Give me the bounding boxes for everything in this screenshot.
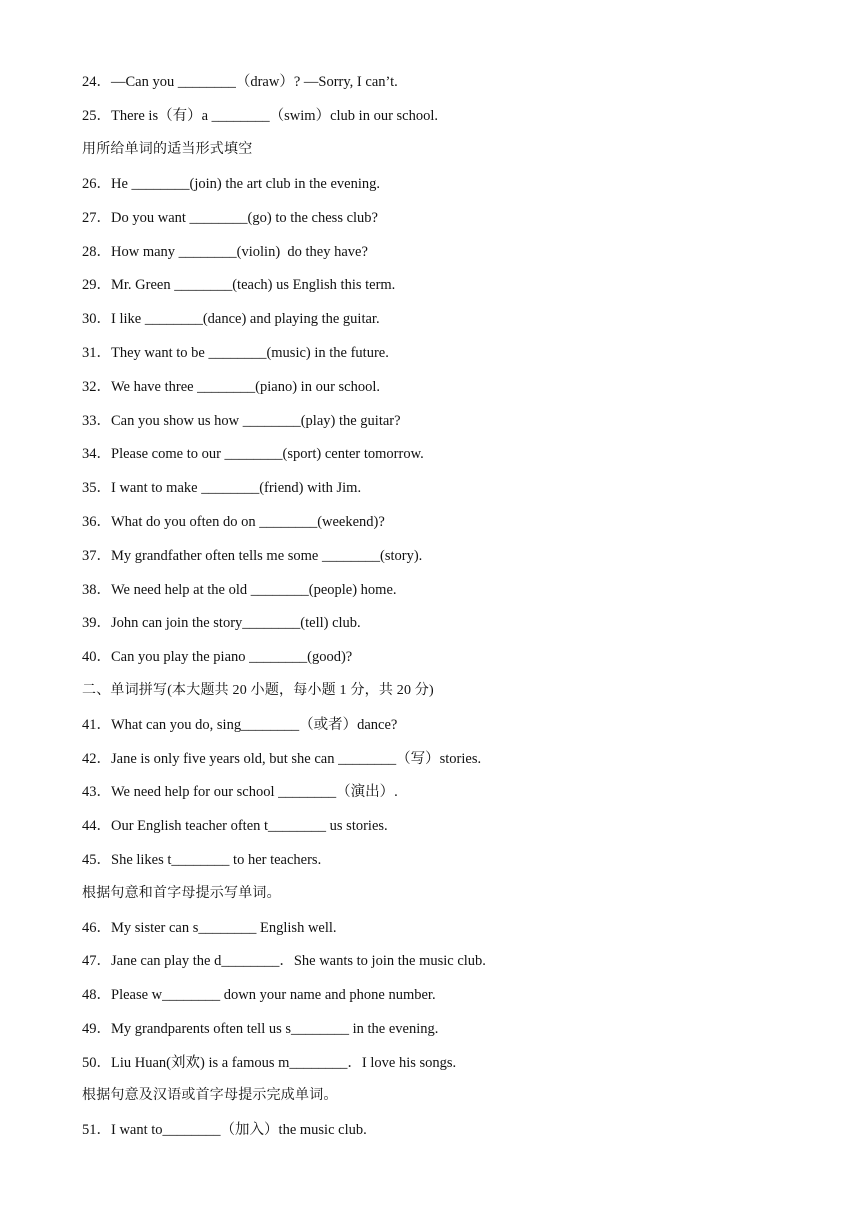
question-36: 36．What do you often do on ________(weekend)?	[82, 514, 385, 530]
question-34: 34．Please come to our ________(sport) center tomorrow.	[82, 446, 424, 462]
question-46: 46．My sister can s________ English well.	[82, 920, 337, 936]
question-26: 26．He ________(join) the art club in the evening.	[82, 176, 380, 192]
question-41: 41．What can you do, sing________（或者）dance?	[82, 717, 398, 733]
question-51: 51．I want to________（加入）the music club.	[82, 1122, 367, 1138]
question-49: 49．My grandparents often tell us s________ in the evening.	[82, 1021, 439, 1037]
question-43: 43．We need help for our school ________（演出）.	[82, 784, 398, 800]
question-31: 31．They want to be ________(music) in the future.	[82, 345, 389, 361]
section-heading-word-forms: 用所给单词的适当形式填空	[82, 142, 253, 157]
question-45: 45．She likes t________ to her teachers.	[82, 852, 322, 868]
section-heading-chinese-or-initial: 根据句意及汉语或首字母提示完成单词。	[82, 1088, 338, 1103]
question-25: 25．There is（有）a ________（swim）club in our school.	[82, 108, 439, 124]
question-48: 48．Please w________ down your name and phone number.	[82, 987, 436, 1003]
section-heading-initial-letter: 根据句意和首字母提示写单词。	[82, 886, 281, 901]
question-24: 24．—Can you ________（draw）? —Sorry, I can’t.	[82, 74, 398, 90]
question-29: 29．Mr. Green ________(teach) us English this term.	[82, 277, 396, 293]
question-30: 30．I like ________(dance) and playing the guitar.	[82, 311, 380, 327]
question-39: 39．John can join the story________(tell) club.	[82, 615, 361, 631]
question-44: 44．Our English teacher often t________ us stories.	[82, 818, 388, 834]
question-47: 47．Jane can play the d________．She wants to join the music club.	[82, 953, 486, 969]
question-42: 42．Jane is only five years old, but she can ________（写）stories.	[82, 751, 482, 767]
question-37: 37．My grandfather often tells me some ________(story).	[82, 548, 423, 564]
section-heading-spelling: 二、单词拼写(本大题共 20 小题，每小题 1 分，共 20 分)	[82, 683, 434, 698]
question-50: 50．Liu Huan(刘欢) is a famous m________．I love his songs.	[82, 1055, 457, 1071]
question-38: 38．We need help at the old ________(people) home.	[82, 582, 397, 598]
question-32: 32．We have three ________(piano) in our school.	[82, 379, 381, 395]
question-35: 35．I want to make ________(friend) with Jim.	[82, 480, 362, 496]
question-40: 40．Can you play the piano ________(good)?	[82, 649, 353, 665]
question-27: 27．Do you want ________(go) to the chess club?	[82, 210, 378, 226]
question-28: 28．How many ________(violin) do they have?	[82, 244, 368, 260]
question-33: 33．Can you show us how ________(play) the guitar?	[82, 413, 401, 429]
